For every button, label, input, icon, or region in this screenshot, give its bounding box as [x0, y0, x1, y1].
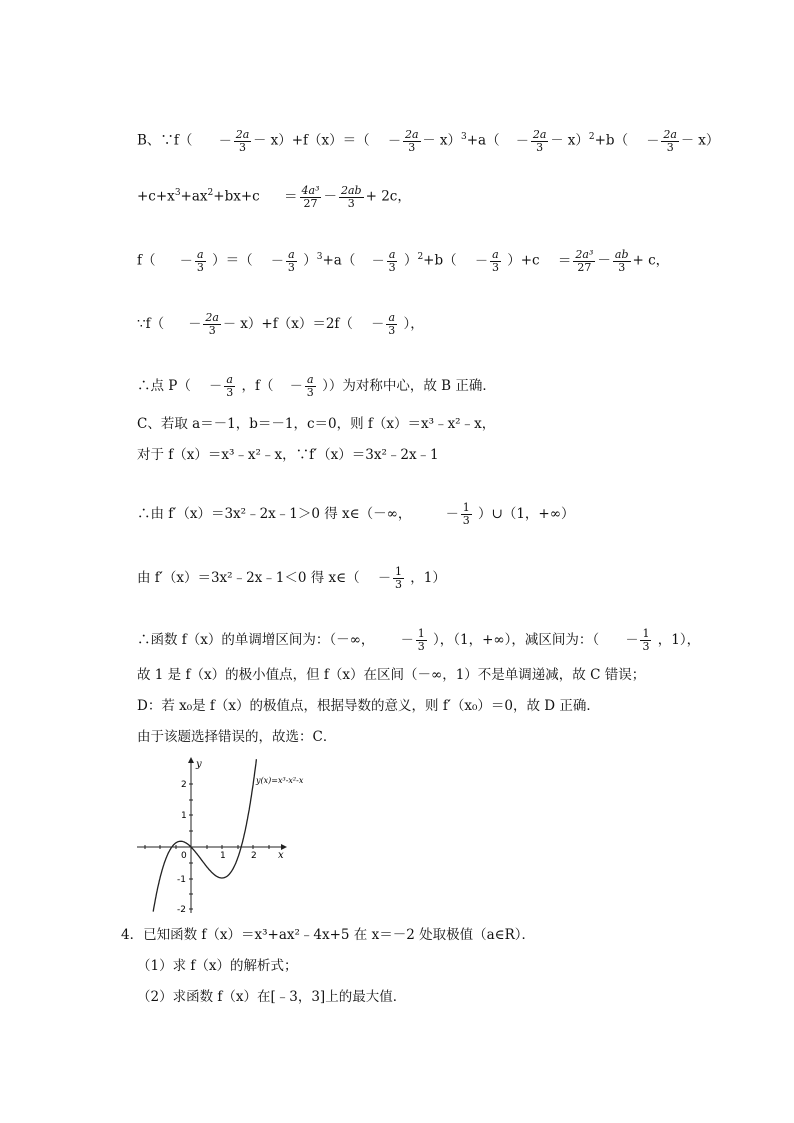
- question-4: 4．已知函数 f（x）＝x³+ax²﹣4x+5 在 x＝－2 处取极值（a∈R）．: [121, 927, 536, 943]
- cubic-curve: [153, 759, 256, 911]
- text: ∴由 f′（x）＝3x²﹣2x﹣1＞0 得 x∈（－∞，: [137, 506, 412, 522]
- fraction: $\frac{a}{3}$: [196, 247, 204, 274]
- text: 3: [460, 132, 467, 142]
- fraction: $\frac{2a}{3}$: [205, 311, 219, 337]
- text: x）: [567, 132, 589, 149]
- text: x）+f（x）＝2f（: [240, 316, 353, 332]
- text: ，1），: [657, 632, 701, 648]
- line-c-intervals: ∴函数 f（x）的单调增区间为：（－∞， － $\frac{1}{3}$ ），（1，+∞），减区间为：（ － $\frac{1}{3}$ ，1），: [137, 627, 701, 653]
- text: ），（1，+∞），减区间为：（: [433, 632, 600, 648]
- line-b-symmetry: B、∵f（ － $\frac{2a}{3}$ － x）+f（x）＝（ － $\frac{2a}{3}$ － x）$^3$+a（ － $\frac{2a}{3}$ － x）$^2$+b（ － $\frac{2a}{3}$ － x）: [137, 127, 720, 154]
- line-answer: 由于该题选择错误的，故选：C．: [137, 729, 337, 745]
- fraction: $\frac{a}{3}$: [388, 311, 396, 337]
- text: ），: [403, 316, 424, 332]
- line-c-decrease: 由 f′（x）＝3x²﹣2x﹣1＜0 得 x∈（ － $\frac{1}{3}$ ，1）: [137, 565, 446, 591]
- fraction: $\frac{2ab}{3}$: [340, 183, 362, 210]
- line-c-increase: ∴由 f′（x）＝3x²﹣2x﹣1＞0 得 x∈（－∞， － $\frac{1}{3}$ ）∪（1，+∞）: [137, 501, 575, 527]
- text: +bx+c: [213, 188, 260, 205]
- fraction: $\frac{a}{3}$: [491, 247, 499, 274]
- line-b-therefore: ∵f（ － $\frac{2a}{3}$ － x）+f（x）＝2f（ － $\frac{a}{3}$ ），: [137, 311, 424, 337]
- line-b-conclusion: ∴点 P（ － $\frac{a}{3}$ ，f（ － $\frac{a}{3}$ ））为对称中心，故 B 正确．: [137, 373, 496, 399]
- text: ））为对称中心，故 B 正确．: [322, 378, 496, 394]
- text: B、∵f（: [137, 132, 193, 149]
- fraction: $\frac{a}{3}$: [388, 247, 396, 274]
- fraction: $\frac{1}{3}$: [642, 627, 650, 653]
- y-tick-label-1: 1: [181, 811, 187, 821]
- text: 2: [417, 252, 424, 262]
- fraction: $\frac{1}{3}$: [394, 565, 402, 591]
- text: c，: [648, 252, 670, 269]
- y-tick-label-2: 2: [181, 780, 187, 790]
- text: ）: [303, 252, 317, 269]
- line-b-f-center: f（ － $\frac{a}{3}$ ）＝（ － $\frac{a}{3}$ ）$^3$+a（ － $\frac{a}{3}$ ）$^2$+b（ － $\frac{a}{3}$ ）+c ＝ $\frac{\text{2a³}}{27}$ － $\frac{ab}{3}$ + c，: [137, 247, 670, 274]
- fraction: $\frac{1}{3}$: [417, 627, 425, 653]
- fraction: $\frac{\text{4a³}}{27}$: [301, 183, 320, 210]
- text: f（: [137, 252, 156, 269]
- text: +a（: [322, 252, 356, 269]
- text: x）: [698, 132, 720, 149]
- curve-label: y(x)=x³-x²-x: [256, 776, 304, 785]
- fraction: $\frac{2a}{3}$: [235, 127, 250, 154]
- text: +a（: [466, 132, 500, 149]
- text: x）+f（x）＝（: [270, 132, 370, 149]
- text: +c+x: [137, 188, 175, 205]
- text: ∴函数 f（x）的单调增区间为：（－∞，: [137, 632, 375, 648]
- text: ）+c: [507, 252, 540, 269]
- text: +b（: [594, 132, 629, 149]
- line-c-setup: C、若取 a＝－1，b＝－1，c＝0，则 f（x）＝x³﹣x²﹣x，: [137, 416, 496, 432]
- text: +b（: [423, 252, 457, 269]
- fraction: $\frac{a}{3}$: [306, 373, 314, 399]
- text: ）∪（1，+∞）: [478, 506, 575, 522]
- text: 3: [316, 252, 323, 262]
- line-c-wrong: 故 1 是 f（x）的极小值点，但 f（x）在区间（－∞，1）不是单调递减，故 C 错误；: [137, 667, 646, 683]
- line-c-derivative: 对于 f（x）＝x³﹣x²﹣x，∵f′（x）＝3x²﹣2x﹣1: [137, 447, 439, 463]
- fraction: $\frac{2a}{3}$: [404, 127, 419, 154]
- fraction: $\frac{2a}{3}$: [663, 127, 677, 154]
- y-axis-arrow: [188, 757, 194, 763]
- line-b-sum: $+c+x^3+ax^2+bx+c$ ＝ $\frac{\text{4a³}}{27}$ － $\frac{2ab}{3}$ + 2c，: [137, 183, 411, 210]
- text: 3: [174, 188, 181, 198]
- fraction: $\frac{\text{2a³}}{27}$: [575, 247, 594, 274]
- fraction: $\frac{ab}{3}$: [614, 247, 629, 274]
- y-tick-label-neg1: -1: [177, 875, 186, 885]
- y-axis-label: y: [196, 759, 202, 770]
- y-tick-label-neg2: -2: [177, 905, 186, 915]
- text: ∵f（: [137, 316, 165, 332]
- text: 2c，: [381, 188, 411, 205]
- fraction: $\frac{1}{3}$: [462, 501, 470, 527]
- x-axis-label: x: [278, 850, 284, 861]
- text: ，f（: [241, 378, 274, 394]
- text: x）: [439, 132, 461, 149]
- fraction: $\frac{a}{3}$: [226, 373, 234, 399]
- fraction: $\frac{2a}{3}$: [532, 127, 547, 154]
- text: ∴点 P（: [137, 378, 191, 394]
- text: ）: [403, 252, 418, 269]
- text: 由 f′（x）＝3x²﹣2x﹣1＜0 得 x∈（: [137, 570, 360, 586]
- x-tick-label-1: 1: [220, 851, 226, 861]
- x-tick-label-2: 2: [251, 851, 257, 861]
- origin-label: 0: [181, 851, 187, 861]
- text: ，1）: [410, 570, 446, 586]
- question-4-part-1: （1）求 f（x）的解析式；: [137, 958, 298, 974]
- text: 2: [588, 132, 595, 142]
- line-d-correct: D：若 x₀是 f（x）的极值点，根据导数的意义，则 f′（x₀）＝0，故 D 正确．: [137, 698, 600, 714]
- text: 2: [207, 188, 214, 198]
- text: ）＝（: [212, 252, 253, 269]
- text: +ax: [180, 188, 208, 205]
- cubic-graph: [135, 755, 310, 915]
- fraction: $\frac{a}{3}$: [287, 247, 295, 274]
- question-4-part-2: （2）求函数 f（x）在[﹣3，3]上的最大值．: [137, 989, 407, 1005]
